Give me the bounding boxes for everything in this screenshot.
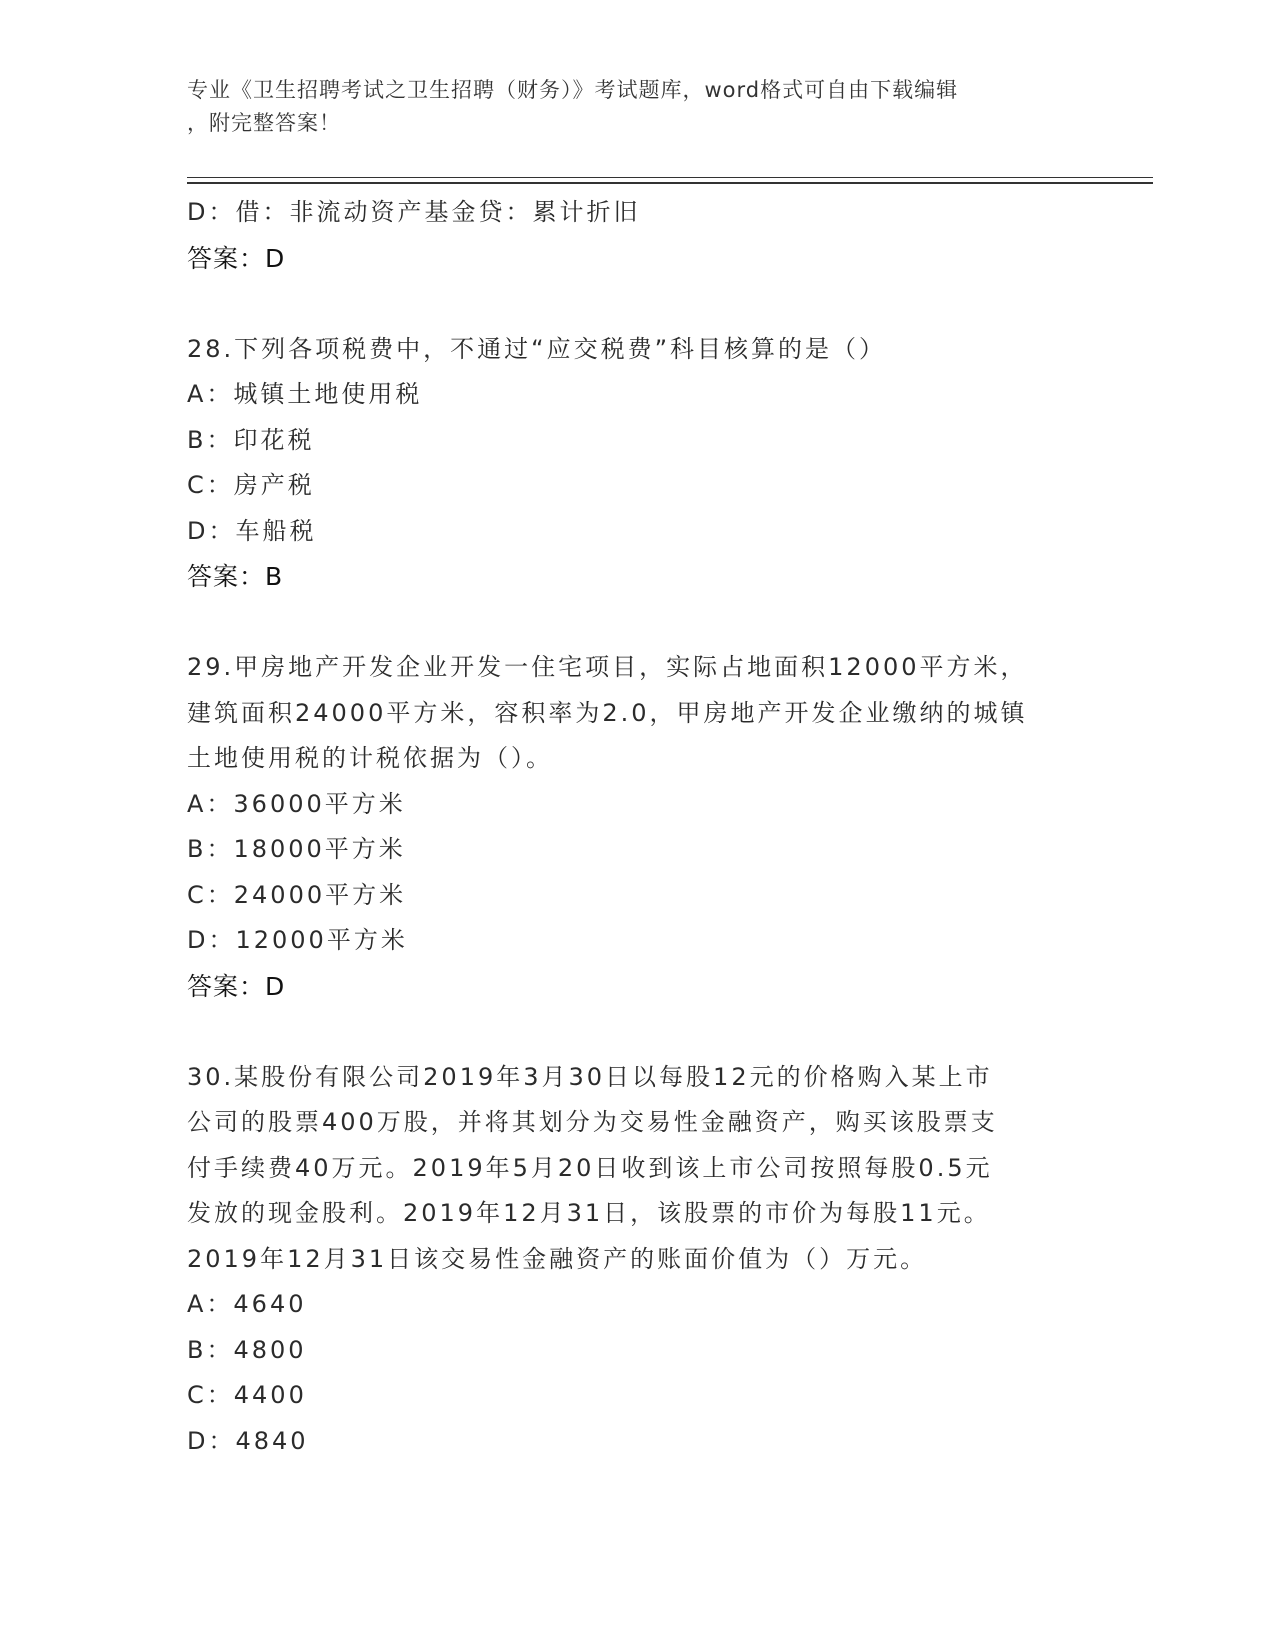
- option-b: B：4800: [187, 1335, 307, 1364]
- question-stem: 28.下列各项税费中，不通过“应交税费”科目核算的是（）: [187, 334, 887, 363]
- option-c: C：24000平方米: [187, 880, 407, 909]
- option-a: A：4640: [187, 1290, 307, 1318]
- option-d: D：借：非流动资产基金贷：累计折旧: [187, 198, 641, 226]
- question-stem: 建筑面积24000平方米，容积率为2.0，甲房地产开发企业缴纳的城镇: [187, 698, 1028, 727]
- header-divider-thin: [187, 177, 1153, 178]
- question-stem: 付手续费40万元。2019年5月20日收到该上市公司按照每股0.5元: [187, 1153, 993, 1182]
- question-stem: 30.某股份有限公司2019年3月30日以每股12元的价格购入某上市: [187, 1062, 993, 1091]
- option-a: A：36000平方米: [187, 789, 406, 818]
- question-stem: 发放的现金股利。2019年12月31日，该股票的市价为每股11元。: [187, 1199, 991, 1227]
- question-stem: 土地使用税的计税依据为（）。: [187, 744, 553, 772]
- question-stem: 公司的股票400万股，并将其划分为交易性金融资产，购买该股票支: [187, 1108, 998, 1136]
- header-line-1: 专业《卫生招聘考试之卫生招聘（财务）》考试题库，word格式可自由下载编辑: [187, 78, 959, 102]
- spacer: [187, 281, 1087, 327]
- question-30: [187, 1055, 1087, 1465]
- header-divider-thick: [187, 182, 1153, 184]
- answer-line: 答案：D: [187, 243, 286, 273]
- answer-line: 答案：B: [187, 562, 284, 591]
- option-d: D：车船税: [187, 516, 317, 545]
- option-c: C：房产税: [187, 471, 315, 499]
- question-29: [187, 645, 1087, 1009]
- spacer: [187, 600, 1087, 646]
- header-line-2: ，附完整答案！: [187, 111, 341, 135]
- option-c: C：4400: [187, 1381, 307, 1409]
- question-stem: 29.甲房地产开发企业开发一住宅项目，实际占地面积12000平方米，: [187, 653, 1028, 681]
- question-28: [187, 327, 1087, 600]
- question-stem: 2019年12月31日该交易性金融资产的账面价值为（）万元。: [187, 1244, 928, 1273]
- spacer: [187, 1009, 1087, 1055]
- option-b: B：印花税: [187, 425, 315, 454]
- option-a: A：城镇土地使用税: [187, 380, 423, 408]
- document-header: [187, 74, 1067, 140]
- option-b: B：18000平方米: [187, 835, 406, 863]
- question-list: [187, 190, 1087, 1464]
- answer-line: 答案：D: [187, 971, 286, 1001]
- option-d: D：4840: [187, 1426, 309, 1455]
- option-d: D：12000平方米: [187, 926, 408, 954]
